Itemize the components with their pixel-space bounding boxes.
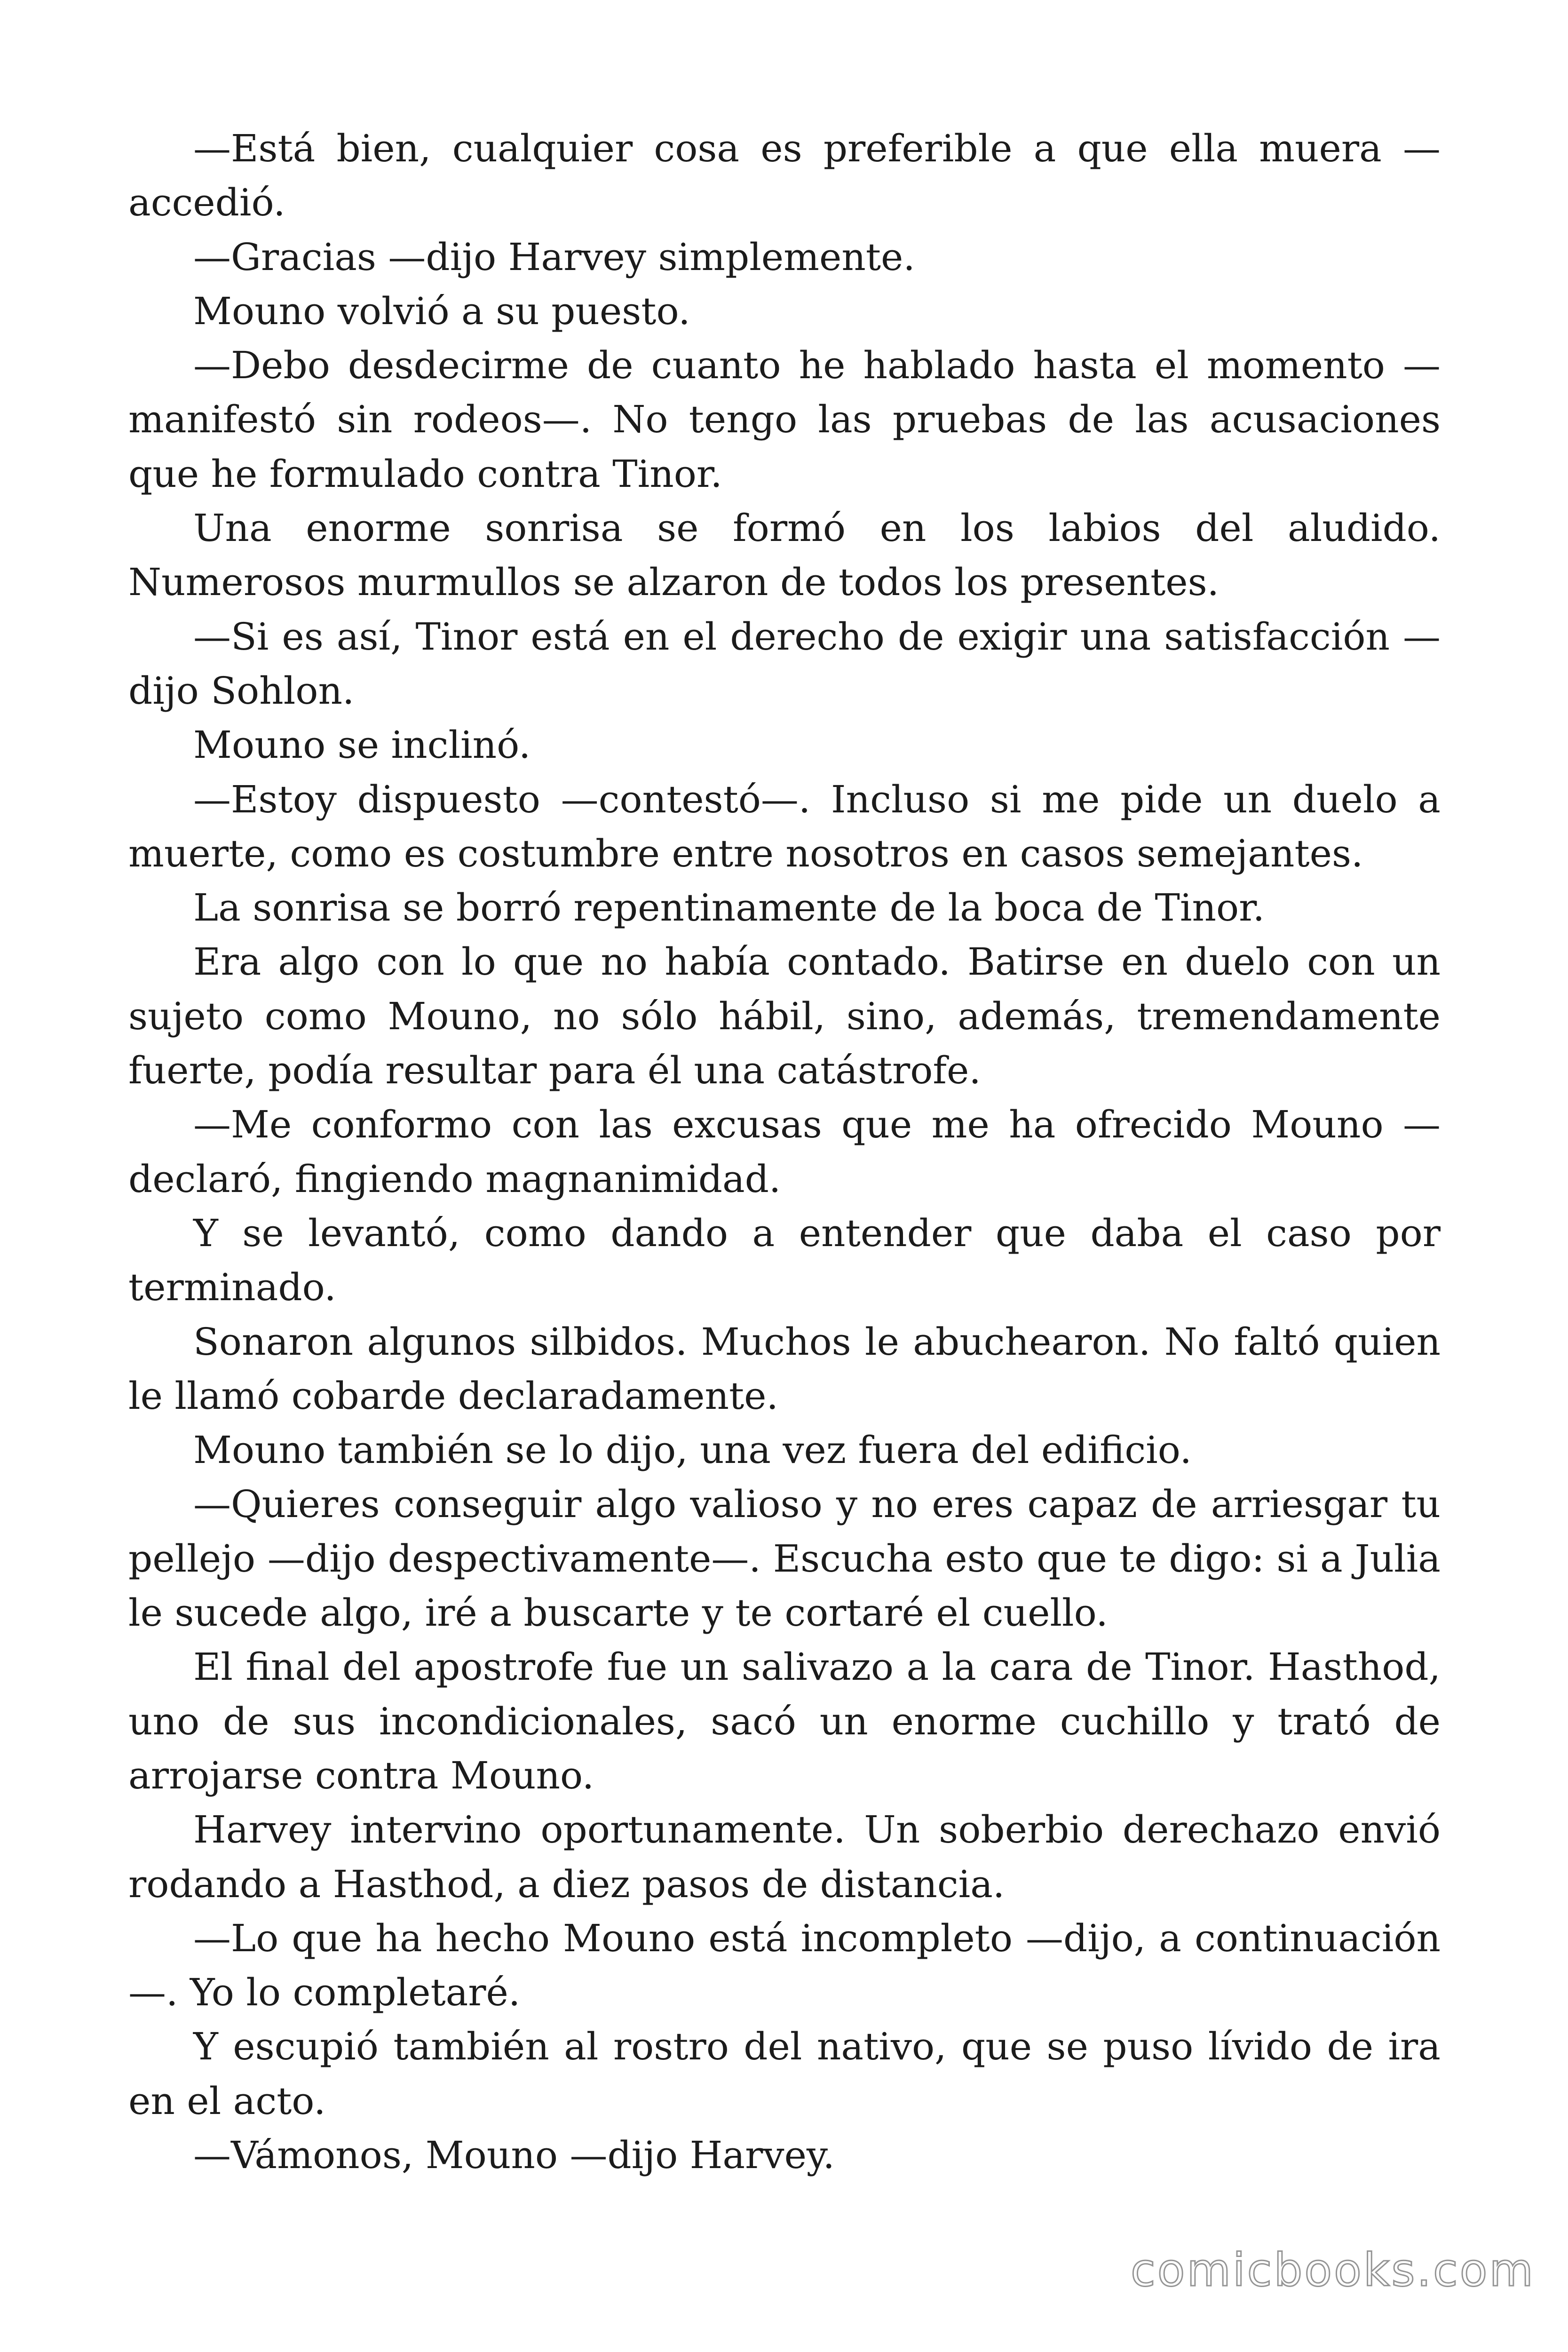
paragraph: —Gracias —dijo Harvey simplemente. [193,235,915,279]
body-text [128,121,1441,2182]
paragraph: Mouno volvió a su puesto. [193,289,690,333]
paragraph: —Si es así, Tinor está en el derecho de exigir una satisfacción —dijo Sohlon. [128,614,1441,713]
paragraph: Mouno se inclinó. [193,723,531,767]
paragraph: Era algo con lo que no había contado. Batirse en duelo con un sujeto como Mouno, no sólo hábil, sino, además, tremendamente fuerte, podía resultar para él una catástrofe. [128,940,1441,1093]
paragraph: Y se levantó, como dando a entender que daba el caso por terminado. [128,1211,1441,1310]
paragraph: El final del apostrofe fue un salivazo a la cara de Tinor. Hasthod, uno de sus incondicionales, sacó un enorme cuchillo y trató de arrojarse contra Mouno. [128,1645,1441,1797]
paragraph: —Lo que ha hecho Mouno está incompleto —dijo, a continuación—. Yo lo completaré. [128,1916,1441,2015]
paragraph: —Debo desdecirme de cuanto he hablado hasta el momento —manifestó sin rodeos—. No tengo las pruebas de las acusaciones que he formulado contra Tinor. [128,343,1441,496]
paragraph: —Estoy dispuesto —contestó—. Incluso si me pide un duelo a muerte, como es costumbre entre nosotros en casos semejantes. [128,777,1441,875]
paragraph: Y escupió también al rostro del nativo, que se puso lívido de ira en el acto. [128,2025,1441,2123]
paragraph: Mouno también se lo dijo, una vez fuera del edificio. [193,1428,1192,1472]
paragraph: —Quieres conseguir algo valioso y no eres capaz de arriesgar tu pellejo —dijo despectivamente—. Escucha esto que te digo: si a Julia le sucede algo, iré a buscarte y te cortaré el cuello. [128,1482,1441,1635]
paragraph: La sonrisa se borró repentinamente de la boca de Tinor. [193,886,1265,930]
paragraph: Sonaron algunos silbidos. Muchos le abuchearon. No faltó quien le llamó cobarde declaradamente. [128,1319,1441,1418]
paragraph: Una enorme sonrisa se formó en los labios del aludido. Numerosos murmullos se alzaron de todos los presentes. [128,506,1441,604]
paragraph: —Vámonos, Mouno —dijo Harvey. [193,2133,835,2177]
paragraph: —Me conformo con las excusas que me ha ofrecido Mouno —declaró, fingiendo magnanimidad. [128,1103,1441,1201]
paragraph: —Está bien, cualquier cosa es preferible a que ella muera —accedió. [128,127,1441,225]
paragraph: Harvey intervino oportunamente. Un soberbio derechazo envió rodando a Hasthod, a diez pasos de distancia. [128,1808,1441,1906]
watermark-logo: comicbooks.com [1130,2244,1535,2296]
